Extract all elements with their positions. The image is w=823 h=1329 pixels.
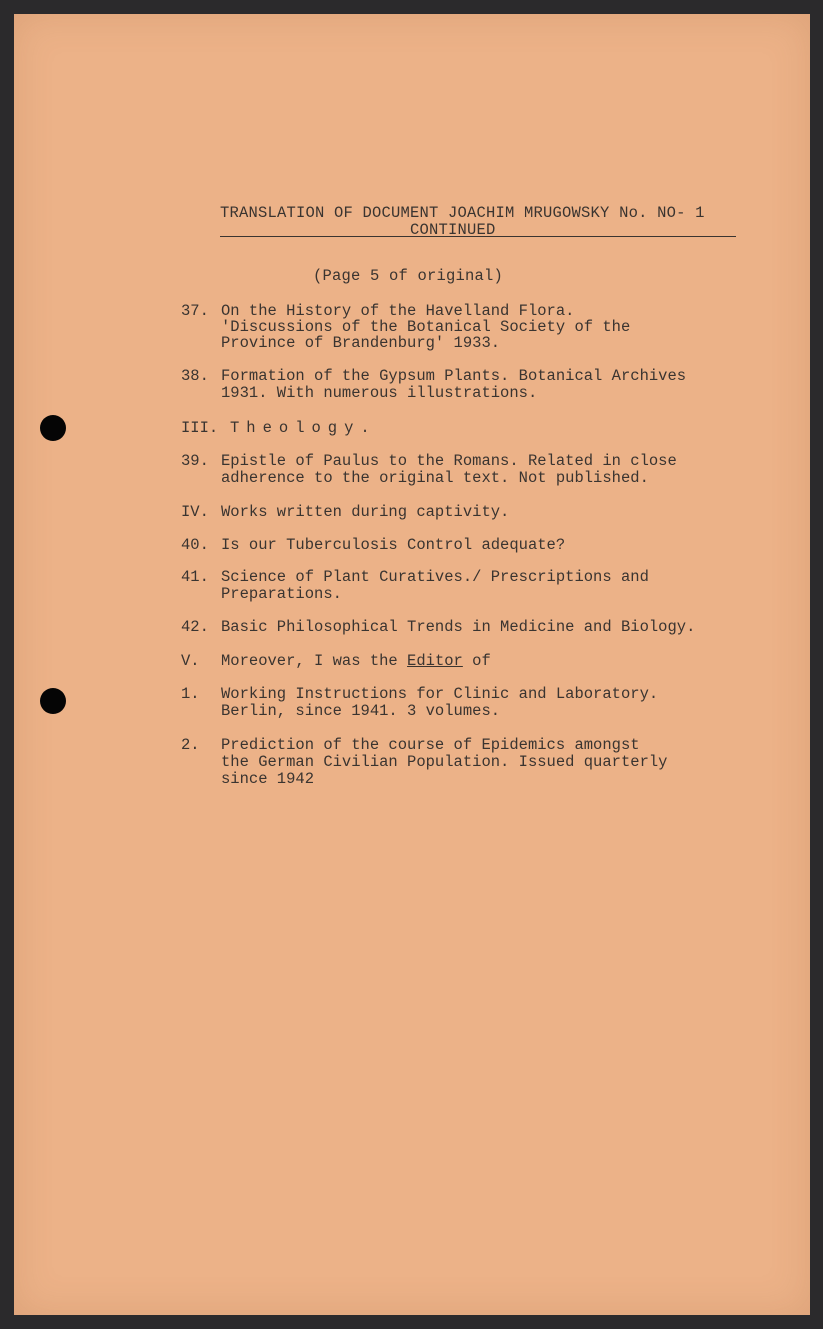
entry-line: 'Discussions of the Botanical Society of the [221, 318, 631, 336]
entry-line: Epistle of Paulus to the Romans. Related in close [221, 452, 677, 470]
entry-line: Formation of the Gypsum Plants. Botanical Archives [221, 367, 687, 385]
entry-number: 42. [181, 618, 209, 636]
entry-number: 41. [181, 568, 209, 586]
page-reference: (Page 5 of original) [313, 267, 504, 285]
entry-number: 40. [181, 536, 209, 554]
entry-line: Province of Brandenburg' 1933. [221, 334, 501, 352]
section-number: III. [181, 419, 219, 437]
punch-hole [40, 688, 66, 714]
document-heading-continued: CONTINUED [410, 221, 496, 239]
entry-number: 38. [181, 367, 209, 385]
entry-line: Basic Philosophical Trends in Medicine and Biology. [221, 618, 696, 636]
editor-word: Editor [407, 652, 463, 670]
section-title: Moreover, I was the Editor of [221, 652, 491, 670]
entry-line: Prediction of the course of Epidemics amongst [221, 736, 640, 754]
entry-line: adherence to the original text. Not published. [221, 469, 649, 487]
document-heading: TRANSLATION OF DOCUMENT JOACHIM MRUGOWSKY No. NO- 1 [220, 204, 705, 222]
section-title: Theology. [230, 419, 377, 437]
heading-underline [220, 236, 736, 237]
entry-number: 39. [181, 452, 209, 470]
entry-number: 2. [181, 736, 200, 754]
entry-line: Science of Plant Curatives./ Prescriptions and [221, 568, 649, 586]
entry-line: Is our Tuberculosis Control adequate? [221, 536, 566, 554]
section-title: Works written during captivity. [221, 503, 510, 521]
entry-line: since 1942 [221, 770, 315, 788]
entry-line: Berlin, since 1941. 3 volumes. [221, 702, 501, 720]
section-number: IV. [181, 503, 209, 521]
punch-hole [40, 415, 66, 441]
section-number: V. [181, 652, 200, 670]
entry-line: Preparations. [221, 585, 342, 603]
entry-line: Working Instructions for Clinic and Laboratory. [221, 685, 659, 703]
entry-line: On the History of the Havelland Flora. [221, 302, 575, 320]
entry-line: the German Civilian Population. Issued quarterly [221, 753, 668, 771]
entry-line: 1931. With numerous illustrations. [221, 384, 538, 402]
entry-number: 37. [181, 302, 209, 320]
entry-number: 1. [181, 685, 200, 703]
